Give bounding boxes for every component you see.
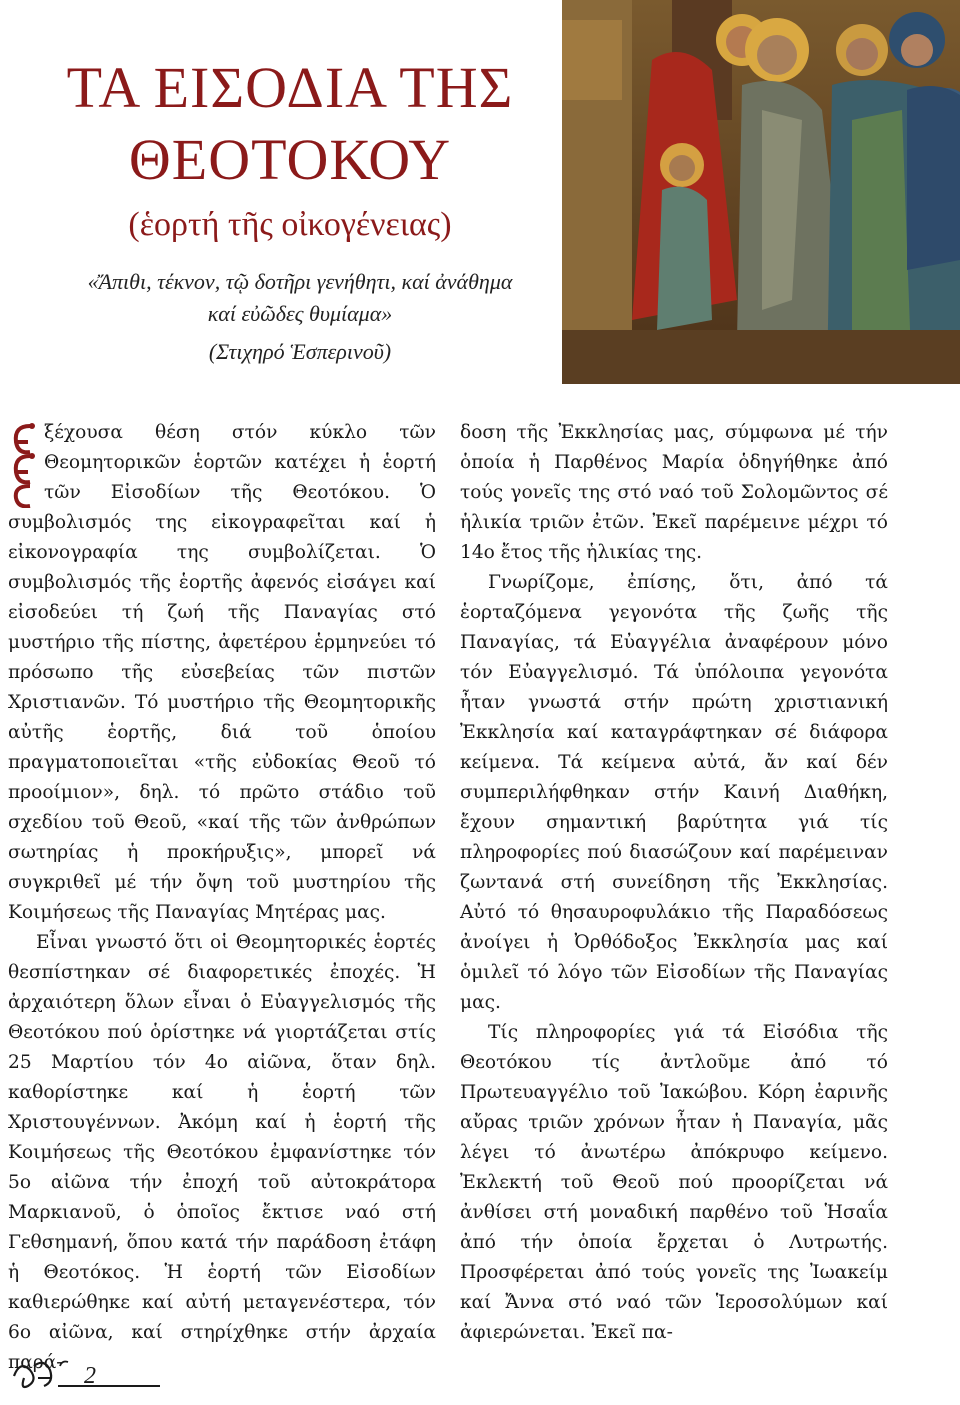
page-title-line-1: ΤΑ ΕΙΣΟΔΙΑ ΤΗΣ	[66, 55, 514, 120]
epigraph-quote	[30, 266, 570, 368]
paragraph-2: Εἶναι γνωστό ὅτι οἱ Θεομητορικές ἑορτές θεσπίστηκαν σέ διαφορετικές ἐποχές. Ἡ ἀρχαιότερη ὅλων εἶναι ὁ Εὐαγγελισμός τῆς Θεοτόκου πού ὁρίστηκε νά γιορτάζεται στίς 25 Μαρτίου τόν 4ο αἰῶνα, ὅταν δηλ. καθορίστηκε καί ἡ ἑορτή τῶν Χριστουγέννων. Ἀκόμη καί ἡ ἑορτή τῆς Κοιμήσεως τῆς Θεοτόκου ἐμφανίστηκε τόν 5ο αἰῶνα τήν ἐποχή τοῦ αὐτοκράτορα Μαρκιανοῦ, ὁ ὁποῖος ἔκτισε ναό στή Γεθσημανή, ὅπου κατά τήν παράδοση ἐτάφη ἡ Θεοτόκος. Ἡ ἑορτή τῶν Εἰσοδίων καθιερώθηκε καί αὐτή μεταγενέστερα, τόν 6ο αἰῶνα, καί στηρίχθηκε στήν ἀρχαία παρά-	[8, 932, 436, 1373]
page-number: 2	[84, 1363, 96, 1389]
page-subtitle: (ἑορτή τῆς οἰκογένειας)	[128, 206, 452, 243]
right-column	[460, 418, 888, 1348]
paragraph-1	[8, 418, 436, 928]
page-title-line-2: ΘΕΟΤΟΚΟΥ	[128, 127, 452, 192]
quote-source: (Στιχηρό Ἑσπερινοῦ)	[208, 339, 392, 364]
quote-line-2: καί εὐῶδες θυμίαμα»	[207, 301, 393, 326]
paragraph-5: Τίς πληροφορίες γιά τά Εἰσόδια τῆς Θεοτόκου τίς ἀντλοῦμε ἀπό τό Πρωτευαγγέλιο τοῦ Ἰακώβου. Κόρη ἐαρινῆς αὔρας τριῶν χρόνων ἦταν ἡ Παναγία, μᾶς λέγει τό ἀνωτέρω ἀπόκρυφο κείμενο. Ἐκλεκτή τοῦ Θεοῦ πού προορίζεται νά ἀνθίσει στή μοναδική παρθένο τοῦ Ἡσαΐα ἀπό τήν ὁποία ἔρχεται ὁ Λυτρωτής. Προσφέρεται ἀπό τούς γονεῖς της Ἰωακείμ καί Ἄννα στό ναό τῶν Ἱεροσολύμων καί ἀφιερώνεται. Ἐκεῖ πα-	[460, 1022, 888, 1343]
drop-cap-e-ornament-icon	[8, 420, 38, 508]
paragraph-4: Γνωρίζομε, ἐπίσης, ὅτι, ἀπό τά ἑορταζόμενα γεγονότα τῆς ζωῆς τῆς Παναγίας, τά Εὐαγγέλια ἀναφέρουν μόνο τόν Εὐαγγελισμό. Τά ὑπόλοιπα γεγονότα ἦταν γνωστά στήν πρώτη χριστιανική Ἐκκλησία καί καταγράφτηκαν σέ διάφορα κείμενα. Τά κείμενα αὐτά, ἄν καί δέν συμπεριλήφθηκαν στήν Καινή Διαθήκη, ἔχουν σημαντική βαρύτητα γιά τίς πληροφορίες πού διασώζουν καί παρέμειναν ζωντανά στή συνείδηση τῆς Ἐκκλησίας. Αὐτό τό θησαυροφυλάκιο τῆς Παραδόσεως ἀνοίγει ἡ Ὀρθόδοξος Ἐκκλησία μας καί ὁμιλεῖ τό λόγο τῶν Εἰσοδίων τῆς Παναγίας μας.	[460, 572, 888, 1013]
title-block	[30, 52, 550, 250]
paragraph-1-text: ξέχουσα θέση στόν κύκλο τῶν Θεομητορικῶν ἑορτῶν κατέχει ἡ ἑορτή τῶν Εἰσοδίων τῆς Θεοτόκου. Ὁ συμβολισμός της εἰκογραφεῖται καί ἡ εἰκονογραφία της συμβολίζεται. Ὁ συμβολισμός τῆς ἑορτῆς ἀφενός εἰσάγει καί εἰσοδεύει τή ζωή τῆς Παναγίας στό μυστήριο τῆς πίστης, ἀφετέρου ἑρμηνεύει τό πρόσωπο τῆς εὐσεβείας τῶν πιστῶν Χριστιανῶν. Τό μυστήριο τῆς Θεομητορικῆς αὐτῆς ἑορτῆς, διά τοῦ ὁποίου πραγματοποιεῖται «τῆς εὐδοκίας Θεοῦ τό προοίμιον», δηλ. τό πρῶτο στάδιο τοῦ σχεδίου τοῦ Θεοῦ, «καί τῆς τῶν ἀνθρώπων σωτηρίας ἡ προκήρυξις», μπορεῖ νά συγκριθεῖ μέ τήν ὄψη τοῦ μυστηρίου τῆς Κοιμήσεως τῆς Παναγίας Μητέρας μας.	[8, 422, 436, 923]
quote-line-1: «Ἄπιθι, τέκνον, τῷ δοτῆρι γενήθητι, καί ἀνάθημα	[87, 269, 513, 294]
byzantine-icon-image	[562, 0, 960, 384]
paragraph-3: δοση τῆς Ἐκκλησίας μας, σύμφωνα μέ τήν ὁποία ἡ Παρθένος Μαρία ὁδηγήθηκε ἀπό τούς γονεῖς της στό ναό τοῦ Σολομῶντος σέ ἡλικία τριῶν ἐτῶν. Ἐκεῖ παρέμεινε μέχρι τό 14ο ἔτος τῆς ἡλικίας της.	[460, 422, 888, 563]
left-column	[8, 418, 436, 1378]
